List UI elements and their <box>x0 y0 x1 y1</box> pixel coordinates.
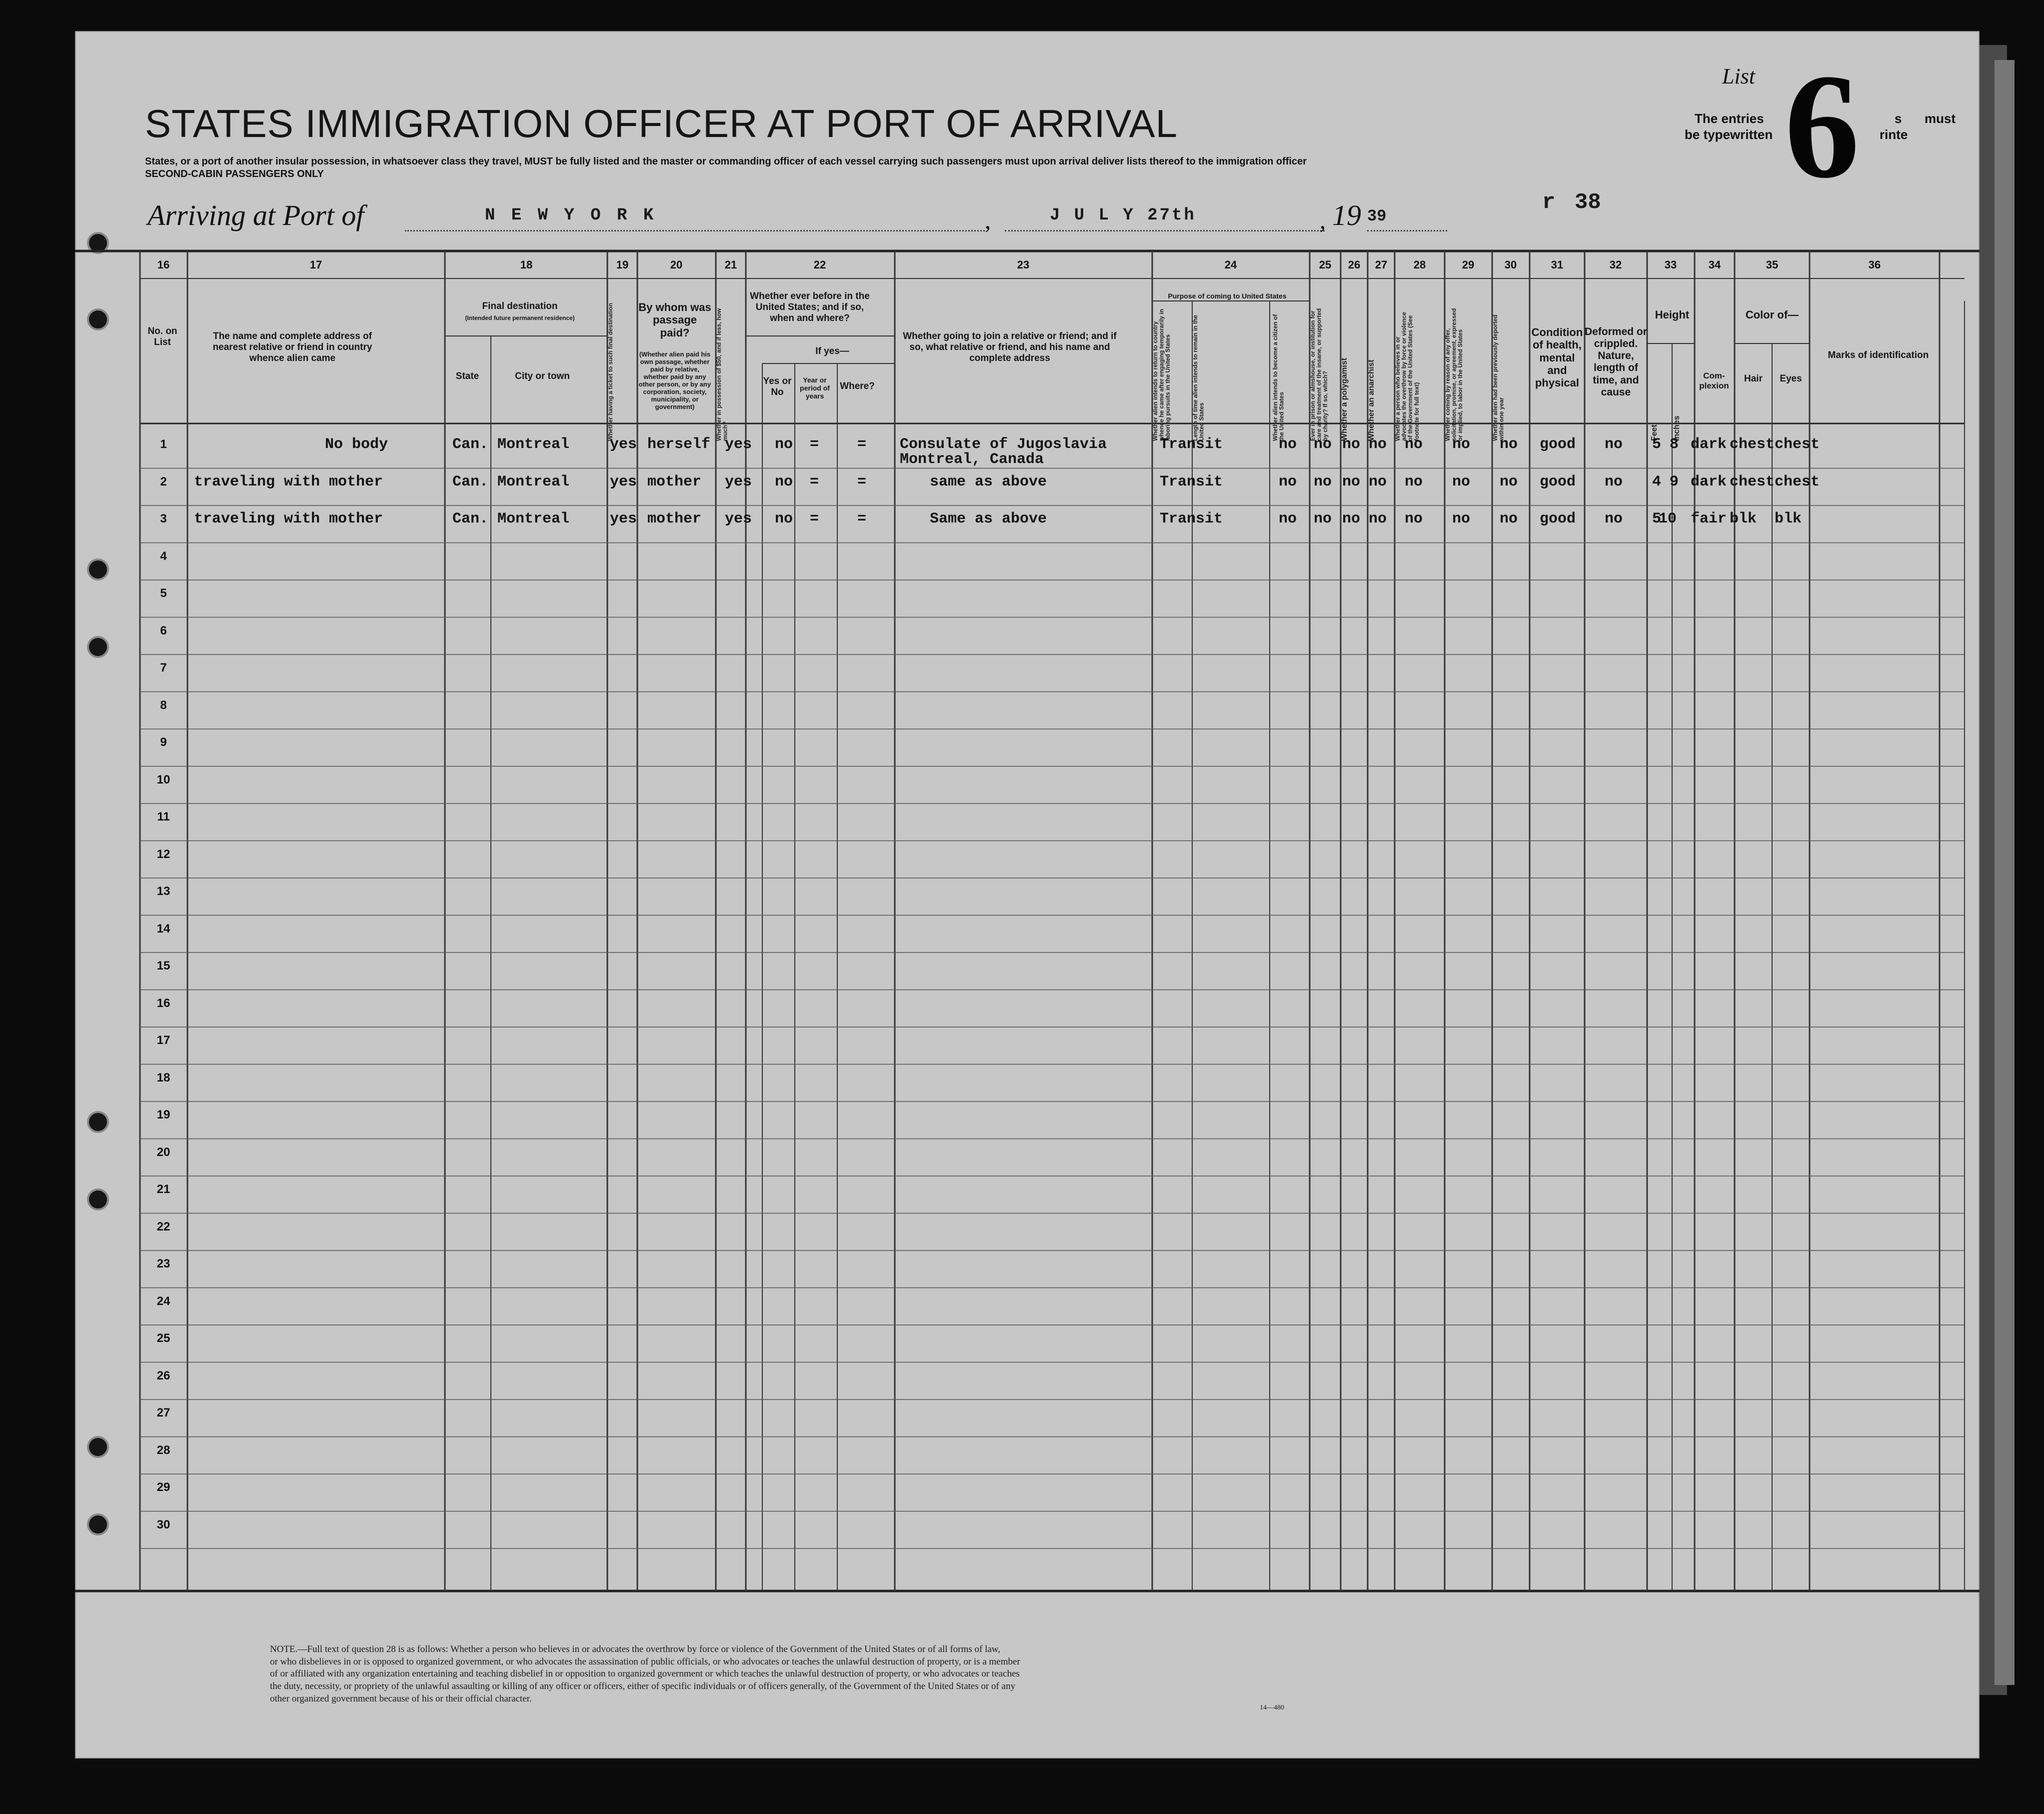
subtitle-line: States, or a port of another insular possession, in whatsoever class they travel, MUST be fully listed and the master or commanding officer of each vessel carrying such passengers must upon arrival deliver lists thereof to the immigration officer <box>145 156 1307 167</box>
year-cell: = <box>810 436 819 453</box>
header-ticket: Whether having a ticket to such final destination <box>607 302 614 441</box>
column-number: 26 <box>1348 258 1361 271</box>
list-label: List <box>1722 64 1756 88</box>
year-cell: = <box>810 473 819 490</box>
row-number: 12 <box>156 847 170 861</box>
row-number: 30 <box>156 1518 170 1532</box>
relative-cell: No body <box>325 436 388 453</box>
row-number: 9 <box>160 736 167 749</box>
header-city: City or town <box>515 371 570 382</box>
row-number: 4 <box>160 549 167 563</box>
column-number: 23 <box>1017 258 1030 271</box>
row-number: 17 <box>156 1034 170 1047</box>
state-cell: Can. <box>452 473 489 490</box>
header-passage-paid-sub: (Whether alien paid his own passage, whether paid by relative, whether paid by any other person, or by any corporation, society, municipality, or government) <box>638 350 711 410</box>
header-final-destination: Final destination <box>482 301 558 312</box>
column-number: 28 <box>1413 258 1426 271</box>
row-number: 15 <box>156 959 170 972</box>
deported-cell: no <box>1500 473 1518 490</box>
page-edge-shadow-inner <box>1995 60 2015 1685</box>
health-cell: good <box>1540 436 1576 453</box>
page-title: STATES IMMIGRATION OFFICER AT PORT OF ARRIVAL <box>145 102 1178 146</box>
complexion-cell: fair <box>1691 510 1727 528</box>
row-number: 6 <box>160 624 167 638</box>
port-value: N E W Y O R K <box>485 206 657 225</box>
complexion-cell: dark <box>1691 473 1727 490</box>
footnote-line: other organized government because of his or their official character. <box>270 1693 532 1704</box>
header-inches: Inches <box>1673 416 1681 441</box>
where-cell: = <box>857 473 867 490</box>
citizen-cell: no <box>1279 473 1297 490</box>
column-number: 24 <box>1224 258 1237 271</box>
purpose-cell: Transit <box>1160 436 1223 453</box>
row-number: 19 <box>156 1108 170 1122</box>
row-number: 8 <box>160 698 167 712</box>
polygamist-cell: no <box>1342 510 1361 528</box>
polygamist-cell: no <box>1342 473 1361 490</box>
eyes-cell: chest <box>1775 473 1820 490</box>
header-if-yes: If yes— <box>815 346 849 356</box>
row-number: 21 <box>156 1182 170 1196</box>
join-relative-cell: Same as above <box>930 510 1047 528</box>
header-where: Where? <box>840 381 875 392</box>
overthrow-cell: no <box>1405 473 1423 490</box>
list-number: 6 <box>1785 43 1860 209</box>
deported-cell: no <box>1500 510 1518 528</box>
handwritten-number: 38 <box>1575 190 1601 215</box>
entries-note-printed: rinte <box>1880 127 1908 142</box>
city-cell: Montreal <box>497 473 570 490</box>
header-citizen: Whether alien intends to become a citizen of the United States <box>1272 314 1285 441</box>
header-hair: Hair <box>1744 374 1763 384</box>
footnote-line: or who disbelieves in or is opposed to organized government, or who advocates the assassination of public officials, or who advocates or teaches the unlawful destruction of property, or is a member <box>270 1656 1020 1667</box>
column-number: 22 <box>813 258 826 271</box>
row-number: 29 <box>156 1480 170 1494</box>
feet-cell: 5 <box>1652 510 1662 528</box>
date-value: J U L Y 27th <box>1050 206 1196 225</box>
feet-cell: 5 <box>1652 436 1662 453</box>
polygamist-cell: no <box>1342 436 1361 453</box>
citizen-cell: no <box>1279 436 1297 453</box>
eyes-cell: blk <box>1775 510 1802 528</box>
column-number: 25 <box>1319 258 1332 271</box>
column-number: 35 <box>1766 258 1779 271</box>
eyes-cell: chest <box>1775 436 1820 453</box>
header-overthrow: Whether a person who believes in or advocates the overthrow by force or violence of the Government of the United States (See footnote for full text) <box>1394 312 1420 441</box>
join-relative-address: Montreal, Canada <box>900 451 1044 468</box>
before-us-cell: no <box>775 436 793 453</box>
prison-cell: no <box>1314 436 1332 453</box>
header-yes-no: Yes or No <box>763 376 792 398</box>
paid-by-cell: herself <box>647 436 711 453</box>
health-cell: good <box>1540 510 1576 528</box>
labor-offer-cell: no <box>1452 510 1471 528</box>
before-us-cell: no <box>775 510 793 528</box>
where-cell: = <box>857 510 867 528</box>
header-relative: The name and complete address of nearest relative or friend in country whence alien came <box>212 331 372 364</box>
header-prison: Ever in prison or almshouse, or institution for care and treatment of the insane, or supported by charity? If so, which? <box>1309 308 1329 441</box>
header-complexion: Com-plexion <box>1699 371 1729 390</box>
deported-cell: no <box>1500 436 1518 453</box>
entries-note-s: s <box>1895 111 1902 126</box>
subtitle-class: SECOND-CABIN PASSENGERS ONLY <box>145 168 324 180</box>
row-number: 28 <box>156 1443 170 1457</box>
footnote <box>270 1644 1620 1705</box>
header-marks: Marks of identification <box>1828 350 1929 360</box>
header-state: State <box>455 371 479 382</box>
header-feet: Feet <box>1650 424 1659 441</box>
manifest-sheet <box>75 31 1980 1758</box>
header-anarchist: Whether an anarchist <box>1367 360 1376 441</box>
column-number: 21 <box>724 258 737 271</box>
city-cell: Montreal <box>497 436 570 453</box>
join-relative-cell: same as above <box>930 473 1047 490</box>
column-number: 27 <box>1375 258 1388 271</box>
row-number: 18 <box>156 1070 170 1084</box>
header-join-relative: Whether going to join a relative or friend; and if so, what relative or friend, and his name and complete address <box>903 331 1117 364</box>
overthrow-cell: no <box>1405 436 1423 453</box>
table-grid <box>75 31 1980 1758</box>
row-number: 25 <box>156 1332 170 1345</box>
money-cell: yes <box>725 436 752 453</box>
where-cell: = <box>857 436 867 453</box>
row-number: 7 <box>160 661 167 674</box>
paid-by-cell: mother <box>647 473 702 490</box>
paid-by-cell: mother <box>647 510 702 528</box>
header-height: Height <box>1655 308 1690 321</box>
relative-cell: traveling with mother <box>194 473 383 490</box>
entries-note-must: must <box>1925 111 1956 126</box>
row-number: 10 <box>156 772 170 786</box>
overthrow-cell: no <box>1405 510 1423 528</box>
anarchist-cell: no <box>1369 510 1387 528</box>
column-number: 33 <box>1664 258 1677 271</box>
entries-note: The entries <box>1695 111 1764 126</box>
column-number: 17 <box>309 258 322 271</box>
ticket-cell: yes <box>610 510 637 528</box>
year-suffix: 39 <box>1367 207 1387 226</box>
row-number: 2 <box>160 474 167 488</box>
column-number: 34 <box>1708 258 1721 271</box>
column-number: 20 <box>670 258 683 271</box>
header-polygamist: Whether a polygamist <box>1340 358 1349 441</box>
row-number: 24 <box>156 1294 170 1308</box>
header-money: Whether in possession of $50, and if less, how much? <box>715 308 729 441</box>
city-cell: Montreal <box>497 510 570 528</box>
inches-cell: 10 <box>1659 510 1677 528</box>
header-year: Year or period of years <box>800 376 830 400</box>
header-passage-paid: By whom was passage paid? <box>638 301 711 339</box>
column-number: 18 <box>520 258 533 271</box>
state-cell: Can. <box>452 510 489 528</box>
header-no-on-list: No. on List <box>147 326 177 348</box>
header-color-of: Color of— <box>1745 308 1799 321</box>
arriving-label: Arriving at Port of <box>147 199 364 232</box>
hair-cell: blk <box>1730 510 1757 528</box>
citizen-cell: no <box>1279 510 1297 528</box>
row-number: 5 <box>160 586 167 600</box>
column-number: 19 <box>616 258 629 271</box>
header-final-destination-sub: (Intended future permanent residence) <box>465 314 575 322</box>
handwritten-mark: r <box>1542 190 1556 215</box>
row-number: 23 <box>156 1257 170 1270</box>
deformed-cell: no <box>1605 473 1623 490</box>
money-cell: yes <box>725 510 752 528</box>
column-number: 32 <box>1609 258 1622 271</box>
column-number: 16 <box>157 258 170 271</box>
money-cell: yes <box>725 473 752 490</box>
join-relative-cell: Consulate of Jugoslavia <box>900 436 1107 453</box>
header-purpose-return: Whether alien intends to return to country whence he came after engaging temporarily in laboring pursuits in the United States <box>1152 308 1172 441</box>
complexion-cell: dark <box>1691 436 1727 453</box>
header-labor-offer: Whether coming by reason of any offer, solicitation, promise, or agreement, expressed or implied, to labor in the United States <box>1444 308 1464 441</box>
prison-cell: no <box>1314 473 1332 490</box>
row-number: 16 <box>156 996 170 1010</box>
inches-cell: 8 <box>1670 436 1679 453</box>
anarchist-cell: no <box>1369 436 1387 453</box>
row-number: 22 <box>156 1220 170 1234</box>
comma: , <box>1320 208 1326 234</box>
labor-offer-cell: no <box>1452 436 1471 453</box>
anarchist-cell: no <box>1369 473 1387 490</box>
year-prefix: 19 <box>1332 199 1361 232</box>
row-number: 1 <box>160 438 167 451</box>
header-purpose: Purpose of coming to United States <box>1168 292 1287 300</box>
header-health: Condition of health, mental and physical <box>1531 326 1583 390</box>
row-number: 26 <box>156 1368 170 1382</box>
deformed-cell: no <box>1605 436 1623 453</box>
form-number: 14—480 <box>1260 1704 1284 1712</box>
feet-cell: 4 <box>1652 473 1662 490</box>
row-number: 14 <box>156 922 170 936</box>
health-cell: good <box>1540 473 1576 490</box>
relative-cell: traveling with mother <box>194 510 383 528</box>
comma: , <box>985 208 991 234</box>
hair-cell: chest <box>1730 436 1775 453</box>
header-deported: Whether alien had been previously deported within one year <box>1492 314 1505 441</box>
header-eyes: Eyes <box>1780 374 1802 384</box>
header-purpose-length: Length of time alien intends to remain in the United States <box>1192 314 1205 441</box>
state-cell: Can. <box>452 436 489 453</box>
row-number: 13 <box>156 884 170 898</box>
inches-cell: 9 <box>1670 473 1679 490</box>
header-deformed: Deformed or crippled. Nature, length of time, and cause <box>1585 326 1647 398</box>
hair-cell: chest <box>1730 473 1775 490</box>
header-before-us: Whether ever before in the United States; and if so, when and where? <box>750 291 870 324</box>
entries-note-typewritten: be typewritten <box>1685 127 1773 142</box>
deformed-cell: no <box>1605 510 1623 528</box>
purpose-cell: Transit <box>1160 510 1223 528</box>
row-number: 20 <box>156 1145 170 1159</box>
purpose-cell: Transit <box>1160 473 1223 490</box>
labor-offer-cell: no <box>1452 473 1471 490</box>
column-number: 36 <box>1868 258 1881 271</box>
before-us-cell: no <box>775 473 793 490</box>
row-number: 11 <box>157 810 170 824</box>
year-cell: = <box>810 510 819 528</box>
row-number: 27 <box>156 1406 170 1420</box>
ticket-cell: yes <box>610 473 637 490</box>
column-number: 29 <box>1462 258 1475 271</box>
row-number: 3 <box>160 512 167 526</box>
prison-cell: no <box>1314 510 1332 528</box>
column-number: 31 <box>1551 258 1564 271</box>
footnote-line: of or affiliated with any organization entertaining and teaching disbelief in or opposition to organized government or which teaches the unlawful destruction of property, or who advocates or teaches <box>270 1668 1020 1680</box>
column-number: 30 <box>1504 258 1517 271</box>
footnote-line: the duty, necessity, or propriety of the unlawful assaulting or killing of any officer or officers, either of specific individuals or of officers generally, of the Government of the United States or of any <box>270 1681 1016 1692</box>
footnote-line: NOTE.—Full text of question 28 is as follows: Whether a person who believes in or advocates the overthrow by force or violence of the Government of the United States or of all forms of law, <box>270 1644 1001 1654</box>
ticket-cell: yes <box>610 436 637 453</box>
